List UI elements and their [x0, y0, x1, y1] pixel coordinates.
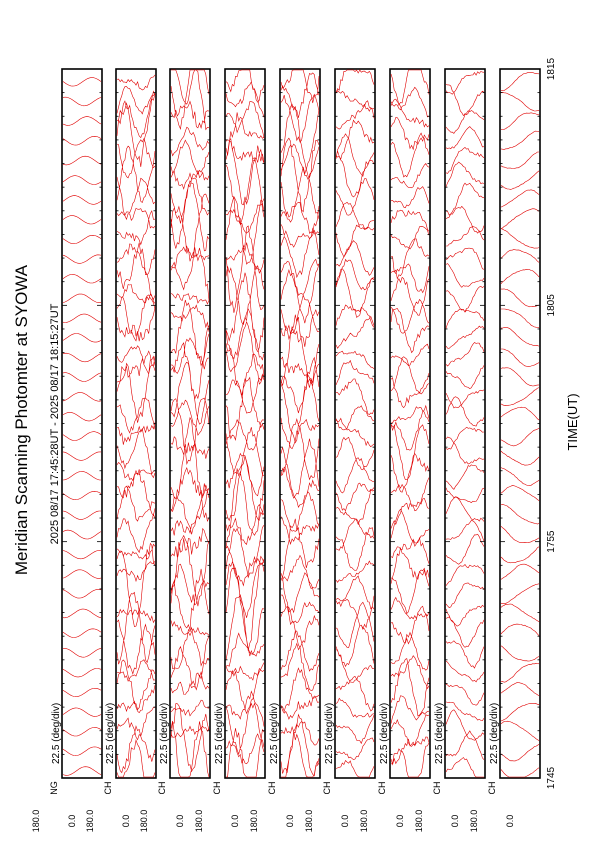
trace-lines [391, 70, 429, 777]
scale-label: 22.5 (deg/div) [379, 702, 390, 764]
scale-label: 22.5 (deg/div) [105, 702, 116, 764]
trace-lines [63, 78, 101, 776]
x-tick-label: 1805 [546, 294, 557, 317]
scale-label: 22.5 (deg/div) [51, 702, 62, 764]
y-tick-max: 180.0 [85, 809, 95, 833]
x-tick-label: 1815 [546, 57, 557, 81]
page-title: Meridian Scanning Photomter at SYOWA [12, 264, 31, 576]
y-tick-max: 180.0 [249, 809, 259, 833]
y-tick-min: 0.0 [285, 814, 295, 828]
trace-lines [281, 70, 319, 777]
panel-frame [335, 69, 375, 778]
panel-frame [62, 69, 102, 778]
scale-label: 22.5 (deg/div) [324, 702, 335, 764]
panel-frame [445, 69, 485, 778]
trace-lines [446, 72, 484, 778]
y-tick-max: 180.0 [194, 809, 204, 833]
panel-8 [414, 69, 485, 832]
scale-label: 22.5 (deg/div) [159, 702, 170, 764]
trace-lines [117, 75, 155, 777]
channel-label: CH [377, 781, 387, 795]
y-tick-max: 180.0 [414, 809, 424, 833]
trace-lines [226, 70, 264, 777]
panel-1 [31, 69, 102, 832]
y-tick-min: 0.0 [67, 814, 77, 828]
y-tick-min: 0.0 [230, 814, 240, 828]
x-axis-label: TIME(UT) [565, 393, 580, 451]
panel-2 [85, 69, 156, 832]
channel-label: CH [487, 781, 497, 795]
y-tick-max: 180.0 [31, 809, 41, 833]
scale-label: 22.5 (deg/div) [269, 702, 280, 764]
y-tick-max: 180.0 [469, 809, 479, 833]
scale-label: 22.5 (deg/div) [214, 702, 225, 764]
y-tick-min: 0.0 [395, 814, 405, 828]
panel-9 [469, 69, 540, 832]
x-tick-label: 1755 [546, 530, 557, 553]
scale-label: 22.5 (deg/div) [434, 702, 445, 764]
trace-lines [336, 70, 374, 777]
trace-lines [171, 70, 209, 777]
y-tick-max: 180.0 [359, 809, 369, 833]
x-tick-label: 1745 [546, 766, 557, 790]
channel-label: CH [267, 781, 277, 795]
time-range: 2025 08/17 17:45:28UT - 2025 08/17 18:15:27UT [49, 303, 61, 545]
channel-label: CH [103, 781, 113, 795]
y-tick-min: 0.0 [505, 814, 515, 828]
trace-lines [501, 73, 539, 778]
y-tick-min: 0.0 [175, 814, 185, 828]
channel-label: NG [49, 781, 59, 795]
y-tick-max: 180.0 [139, 809, 149, 833]
panel-3 [139, 69, 210, 832]
channel-label: CH [212, 781, 222, 795]
y-tick-min: 0.0 [450, 814, 460, 828]
scale-label: 22.5 (deg/div) [489, 702, 500, 764]
channel-label: CH [322, 781, 332, 795]
panel-7 [359, 69, 430, 832]
y-tick-min: 0.0 [121, 814, 131, 828]
channel-label: CH [157, 781, 167, 795]
channel-label: CH [432, 781, 442, 795]
y-tick-min: 0.0 [340, 814, 350, 828]
y-tick-max: 180.0 [304, 809, 314, 833]
